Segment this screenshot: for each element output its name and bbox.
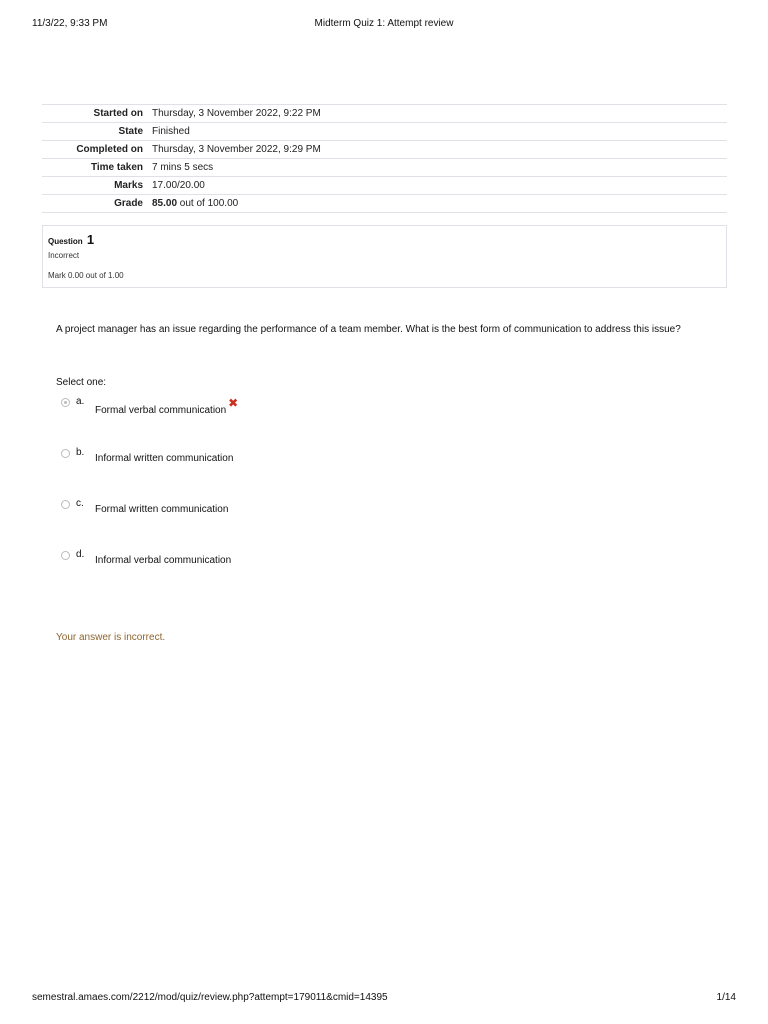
select-one-prompt: Select one: — [56, 377, 107, 388]
question-state: Incorrect — [48, 251, 80, 260]
incorrect-cross-icon: ✖ — [228, 396, 239, 410]
summary-value: 17.00/20.00 — [152, 180, 205, 191]
answer-letter: c. — [76, 498, 84, 509]
page-number: 1/14 — [716, 992, 736, 1003]
answer-label: Informal verbal communication — [95, 555, 232, 566]
answer-label: Formal written communication — [95, 504, 229, 515]
radio-button-c[interactable] — [61, 500, 70, 509]
summary-value: Thursday, 3 November 2022, 9:22 PM — [152, 108, 321, 119]
print-header — [32, 18, 736, 32]
summary-row-state — [42, 123, 727, 141]
answer-letter: b. — [76, 447, 85, 458]
print-footer — [32, 992, 736, 1006]
summary-value — [152, 195, 727, 213]
summary-row-grade — [42, 195, 727, 213]
question-label: Question — [48, 237, 83, 246]
summary-value: Finished — [152, 126, 190, 137]
answer-label: Informal written communication — [95, 453, 234, 464]
radio-button-d[interactable] — [61, 551, 70, 560]
summary-label: State — [118, 126, 143, 137]
grade-score: 85.00 — [152, 198, 178, 209]
print-datetime: 11/3/22, 9:33 PM — [32, 18, 108, 29]
summary-label: Started on — [93, 108, 143, 119]
grade-total: out of 100.00 — [177, 198, 239, 209]
summary-row-completed — [42, 141, 727, 159]
page-url: semestral.amaes.com/2212/mod/quiz/review.php?attempt=179011&cmid=14395 — [32, 992, 388, 1003]
summary-row-time-taken — [42, 159, 727, 177]
summary-label: Completed on — [76, 144, 143, 155]
print-page-title: Midterm Quiz 1: Attempt review — [314, 18, 454, 29]
summary-value: 7 mins 5 secs — [152, 162, 214, 173]
summary-value: Thursday, 3 November 2022, 9:29 PM — [152, 144, 321, 155]
question-number-value: 1 — [86, 232, 95, 247]
summary-label: Grade — [114, 198, 143, 209]
answer-letter: a. — [76, 396, 85, 407]
attempt-summary-table — [42, 104, 727, 213]
question-mark: Mark 0.00 out of 1.00 — [48, 271, 124, 280]
summary-label: Time taken — [90, 162, 143, 173]
summary-row-started — [42, 105, 727, 123]
answer-letter: d. — [76, 549, 85, 560]
summary-row-marks — [42, 177, 727, 195]
radio-button-a[interactable] — [61, 398, 70, 407]
question-info-box — [42, 225, 727, 288]
answer-feedback: Your answer is incorrect. — [56, 632, 166, 643]
question-number — [48, 232, 94, 247]
summary-label: Marks — [114, 180, 143, 191]
radio-button-b[interactable] — [61, 449, 70, 458]
question-text: A project manager has an issue regarding the performance of a team member. What is the best form of communication to address this issue? — [56, 324, 681, 335]
answer-label: Formal verbal communication✖ — [95, 396, 239, 416]
